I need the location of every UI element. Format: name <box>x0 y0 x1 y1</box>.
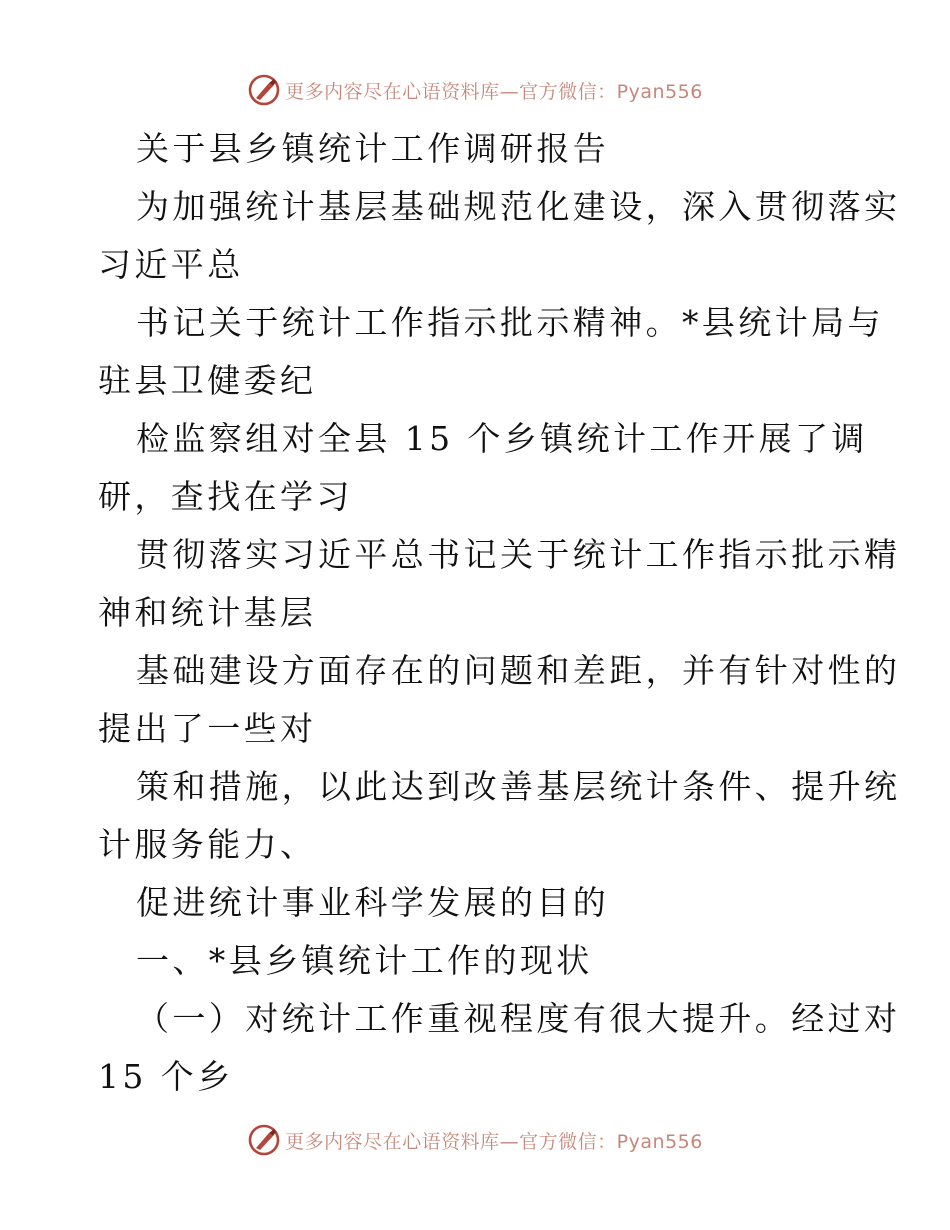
paragraph-line: 提出了一些对 <box>98 709 317 748</box>
paragraph-line: 书记关于统计工作指示批示精神。*县统计局与 <box>136 303 884 342</box>
paragraph-line: 习近平总 <box>98 245 244 284</box>
paragraph-line: 贯彻落实习近平总书记关于统计工作指示批示精 <box>136 535 901 574</box>
footer-watermark <box>0 1120 950 1160</box>
paragraph-line: 检监察组对全县 15 个乡镇统计工作开展了调 <box>136 419 868 458</box>
watermark-text: 更多内容尽在心语资料库—官方微信：Pyan556 <box>285 1130 703 1153</box>
quill-pen-logo-icon <box>247 73 281 107</box>
section-heading: 一、*县乡镇统计工作的现状 <box>136 941 593 980</box>
paragraph-line: 促进统计事业科学发展的目的 <box>136 883 610 922</box>
paragraph-line: 策和措施，以此达到改善基层统计条件、提升统 <box>136 767 901 806</box>
paragraph-line: 为加强统计基层基础规范化建设，深入贯彻落实 <box>136 187 901 226</box>
quill-pen-logo-icon <box>247 1123 281 1157</box>
document-title: 关于县乡镇统计工作调研报告 <box>136 129 610 168</box>
paragraph-line: 研，查找在学习 <box>98 477 353 516</box>
paragraph-line: 神和统计基层 <box>98 593 317 632</box>
paragraph-line: 计服务能力、 <box>98 825 317 864</box>
header-watermark <box>0 70 950 110</box>
watermark-text: 更多内容尽在心语资料库—官方微信：Pyan556 <box>285 80 703 103</box>
paragraph-line: 驻县卫健委纪 <box>98 361 317 400</box>
paragraph-line: （一）对统计工作重视程度有很大提升。经过对 <box>136 999 901 1038</box>
paragraph-line: 基础建设方面存在的问题和差距，并有针对性的 <box>136 651 901 690</box>
paragraph-line: 15 个乡 <box>98 1057 234 1096</box>
document-body <box>98 124 901 1110</box>
